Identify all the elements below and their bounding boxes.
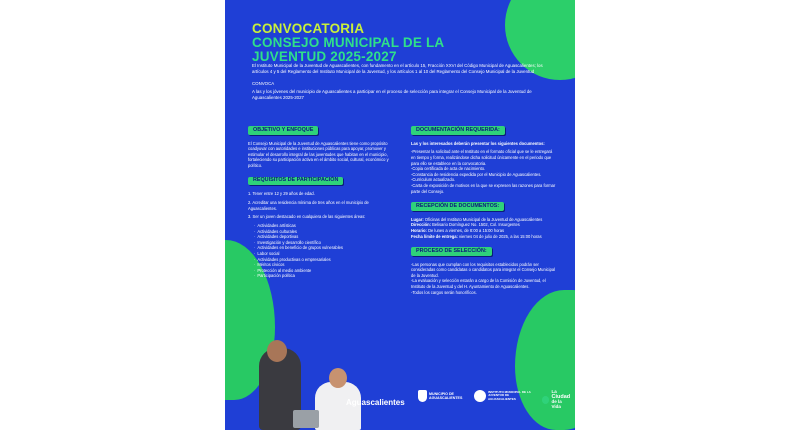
documento-item: -Presentar la solicitud ante el Instituto en el formato oficial que se le entregará en tiempo y forma, realizándose dicha solicitud únicamente en el periodo que para ello se establece en la convocatoria.	[411, 149, 553, 166]
list-item: · Participación política	[254, 273, 393, 279]
title-line-2: CONSEJO MUNICIPAL DE LA	[252, 35, 445, 50]
shield-icon	[418, 390, 427, 402]
ciudad-line-1: La	[551, 389, 557, 394]
documento-item: -Copia certificada de acta de nacimiento.	[411, 166, 486, 172]
requisito-item: 3. Ser un joven destacado en cualquiera de las siguientes áreas:	[248, 214, 366, 220]
horario-value: De lunes a viernes, de 8:00 a 15:00 horas	[428, 227, 505, 233]
lugar-value: Oficinas del Instituto Municipal de la Juventud de Aguascalientes	[424, 216, 543, 222]
convoca-label: CONVOCA	[252, 81, 275, 87]
list-item: · Actividades productivas o empresariales	[254, 257, 393, 263]
intro-block	[252, 63, 552, 107]
aguascalientes-wordmark: Aguascalientes	[346, 398, 405, 407]
list-item: · Actividades artísticas	[254, 223, 393, 229]
section-heading: RECEPCIÓN DE DOCUMENTOS:	[411, 202, 504, 211]
direccion-label: Dirección:	[411, 222, 432, 228]
objetivo-section	[248, 126, 393, 169]
documentacion-section	[411, 126, 556, 194]
fecha-value: viernes 04 de julio de 2025, a las 15:00 horas	[459, 233, 542, 239]
list-item: · Actividades en beneficio de grupos vulnerables	[254, 245, 393, 251]
documentacion-lead: Las y los interesados deberán presentar los siguientes documentos:	[411, 140, 545, 146]
title-line-3: JUVENTUD 2025-2027	[252, 49, 397, 64]
list-item: · Actividades deportivas	[254, 234, 393, 240]
ciudad-logo	[542, 390, 571, 410]
instituto-logo	[474, 390, 534, 402]
section-heading: DOCUMENTACIÓN REQUERIDA:	[411, 126, 505, 135]
laptop	[293, 410, 319, 428]
requisitos-section	[248, 177, 393, 279]
documento-item: -Curriculum actualizado.	[411, 177, 456, 183]
list-item: · Actividades culturales	[254, 229, 393, 235]
logo-bar	[346, 390, 571, 422]
section-heading: PROCESO DE SELECCIÓN:	[411, 247, 492, 256]
documento-item: -Carta de exposición de motivos en la que se expresen las razones para formar parte del Consejo.	[411, 182, 556, 194]
instituto-label: INSTITUTO MUNICIPAL DE LA JUVENTUD DE AGUASCALIENTES	[488, 389, 531, 401]
fecha-label: Fecha límite de entrega:	[411, 233, 458, 239]
title-line-1: CONVOCATORIA	[252, 21, 365, 36]
aguascalientes-logo	[346, 398, 405, 407]
horario-label: Horario:	[411, 227, 427, 233]
lugar-label: Lugar:	[411, 216, 424, 222]
person-head	[267, 340, 287, 362]
list-item: · Méritos cívicos	[254, 262, 393, 268]
recepcion-section	[411, 202, 556, 239]
requisito-item: 2. Acreditar una residencia mínima de tres años en el municipio de Aguascalientes.	[248, 199, 369, 211]
left-column	[248, 126, 393, 287]
list-item: · Protección al medio ambiente	[254, 268, 393, 274]
proceso-item: -Todos los cargos serán honoríficos.	[411, 289, 477, 295]
list-item: · Investigación y desarrollo científico	[254, 240, 393, 246]
proceso-item: -Las personas que cumplan con los requisitos establecidos podrán ser consideradas como candidatas o candidatos para integrar el Consejo Municipal de la Juventud.	[411, 261, 556, 278]
person-head	[329, 368, 347, 388]
municipio-logo	[418, 390, 461, 402]
ciudad-icon	[542, 396, 549, 404]
intro-paragraph: A las y los jóvenes del municipio de Aguascalientes a participar en el proceso de selección para integrar el Consejo Municipal de la Juventud de Aguascalientes 2025-2027	[252, 88, 532, 100]
proceso-section	[411, 247, 556, 295]
list-item: · Labor social	[254, 251, 393, 257]
direccion-value: Belisario Domínguez No. 1502, Col. Insurgentes	[432, 222, 520, 228]
section-heading: REQUISITOS DE PARTICIPACIÓN	[248, 177, 343, 186]
ciudad-line-3: de la Vida	[551, 399, 562, 410]
intro-paragraph: El Instituto Municipal de la Juventud de Aguascalientes, con fundamento en el artículo 15, Fracción XXVI del Código Municipal de Aguascalientes; los artículos 4 y 5 del Reglamento del Instituto Municipal de la Juventud, y los artículos 1 al 10 del Reglamento del Consejo Municipal de la Juventud	[252, 63, 543, 75]
requisito-item: 1. Tener entre 12 y 29 años de edad.	[248, 191, 315, 197]
poster-title	[252, 22, 444, 64]
instituto-icon	[474, 390, 486, 402]
proceso-item: -La evaluación y selección estarán a cargo de la Comisión de Juventud, el Instituto de la Juventud y del H. Ayuntamiento de Aguascalientes.	[411, 278, 546, 290]
ciudad-line-2: Ciudad	[551, 393, 571, 400]
right-column	[411, 126, 556, 303]
objetivo-text: El Consejo Municipal de la Juventud de Aguascalientes tiene como propósito coadyuvar con autoridades e instituciones públicas para apoyar, promover y estimular el desarrollo integral de las juventudes que habitan en el municipio, fortaleciendo su participación activa en el ámbito social, cultural, económico y político.	[248, 140, 389, 168]
municipio-label: MUNICIPIO DE AGUASCALIENTES	[429, 391, 463, 400]
section-heading: OBJETIVO Y ENFOQUE	[248, 126, 318, 135]
poster	[225, 0, 575, 430]
areas-list	[248, 223, 393, 279]
documento-item: -Constancia de residencia expedida por el Municipio de Aguascalientes.	[411, 171, 542, 177]
